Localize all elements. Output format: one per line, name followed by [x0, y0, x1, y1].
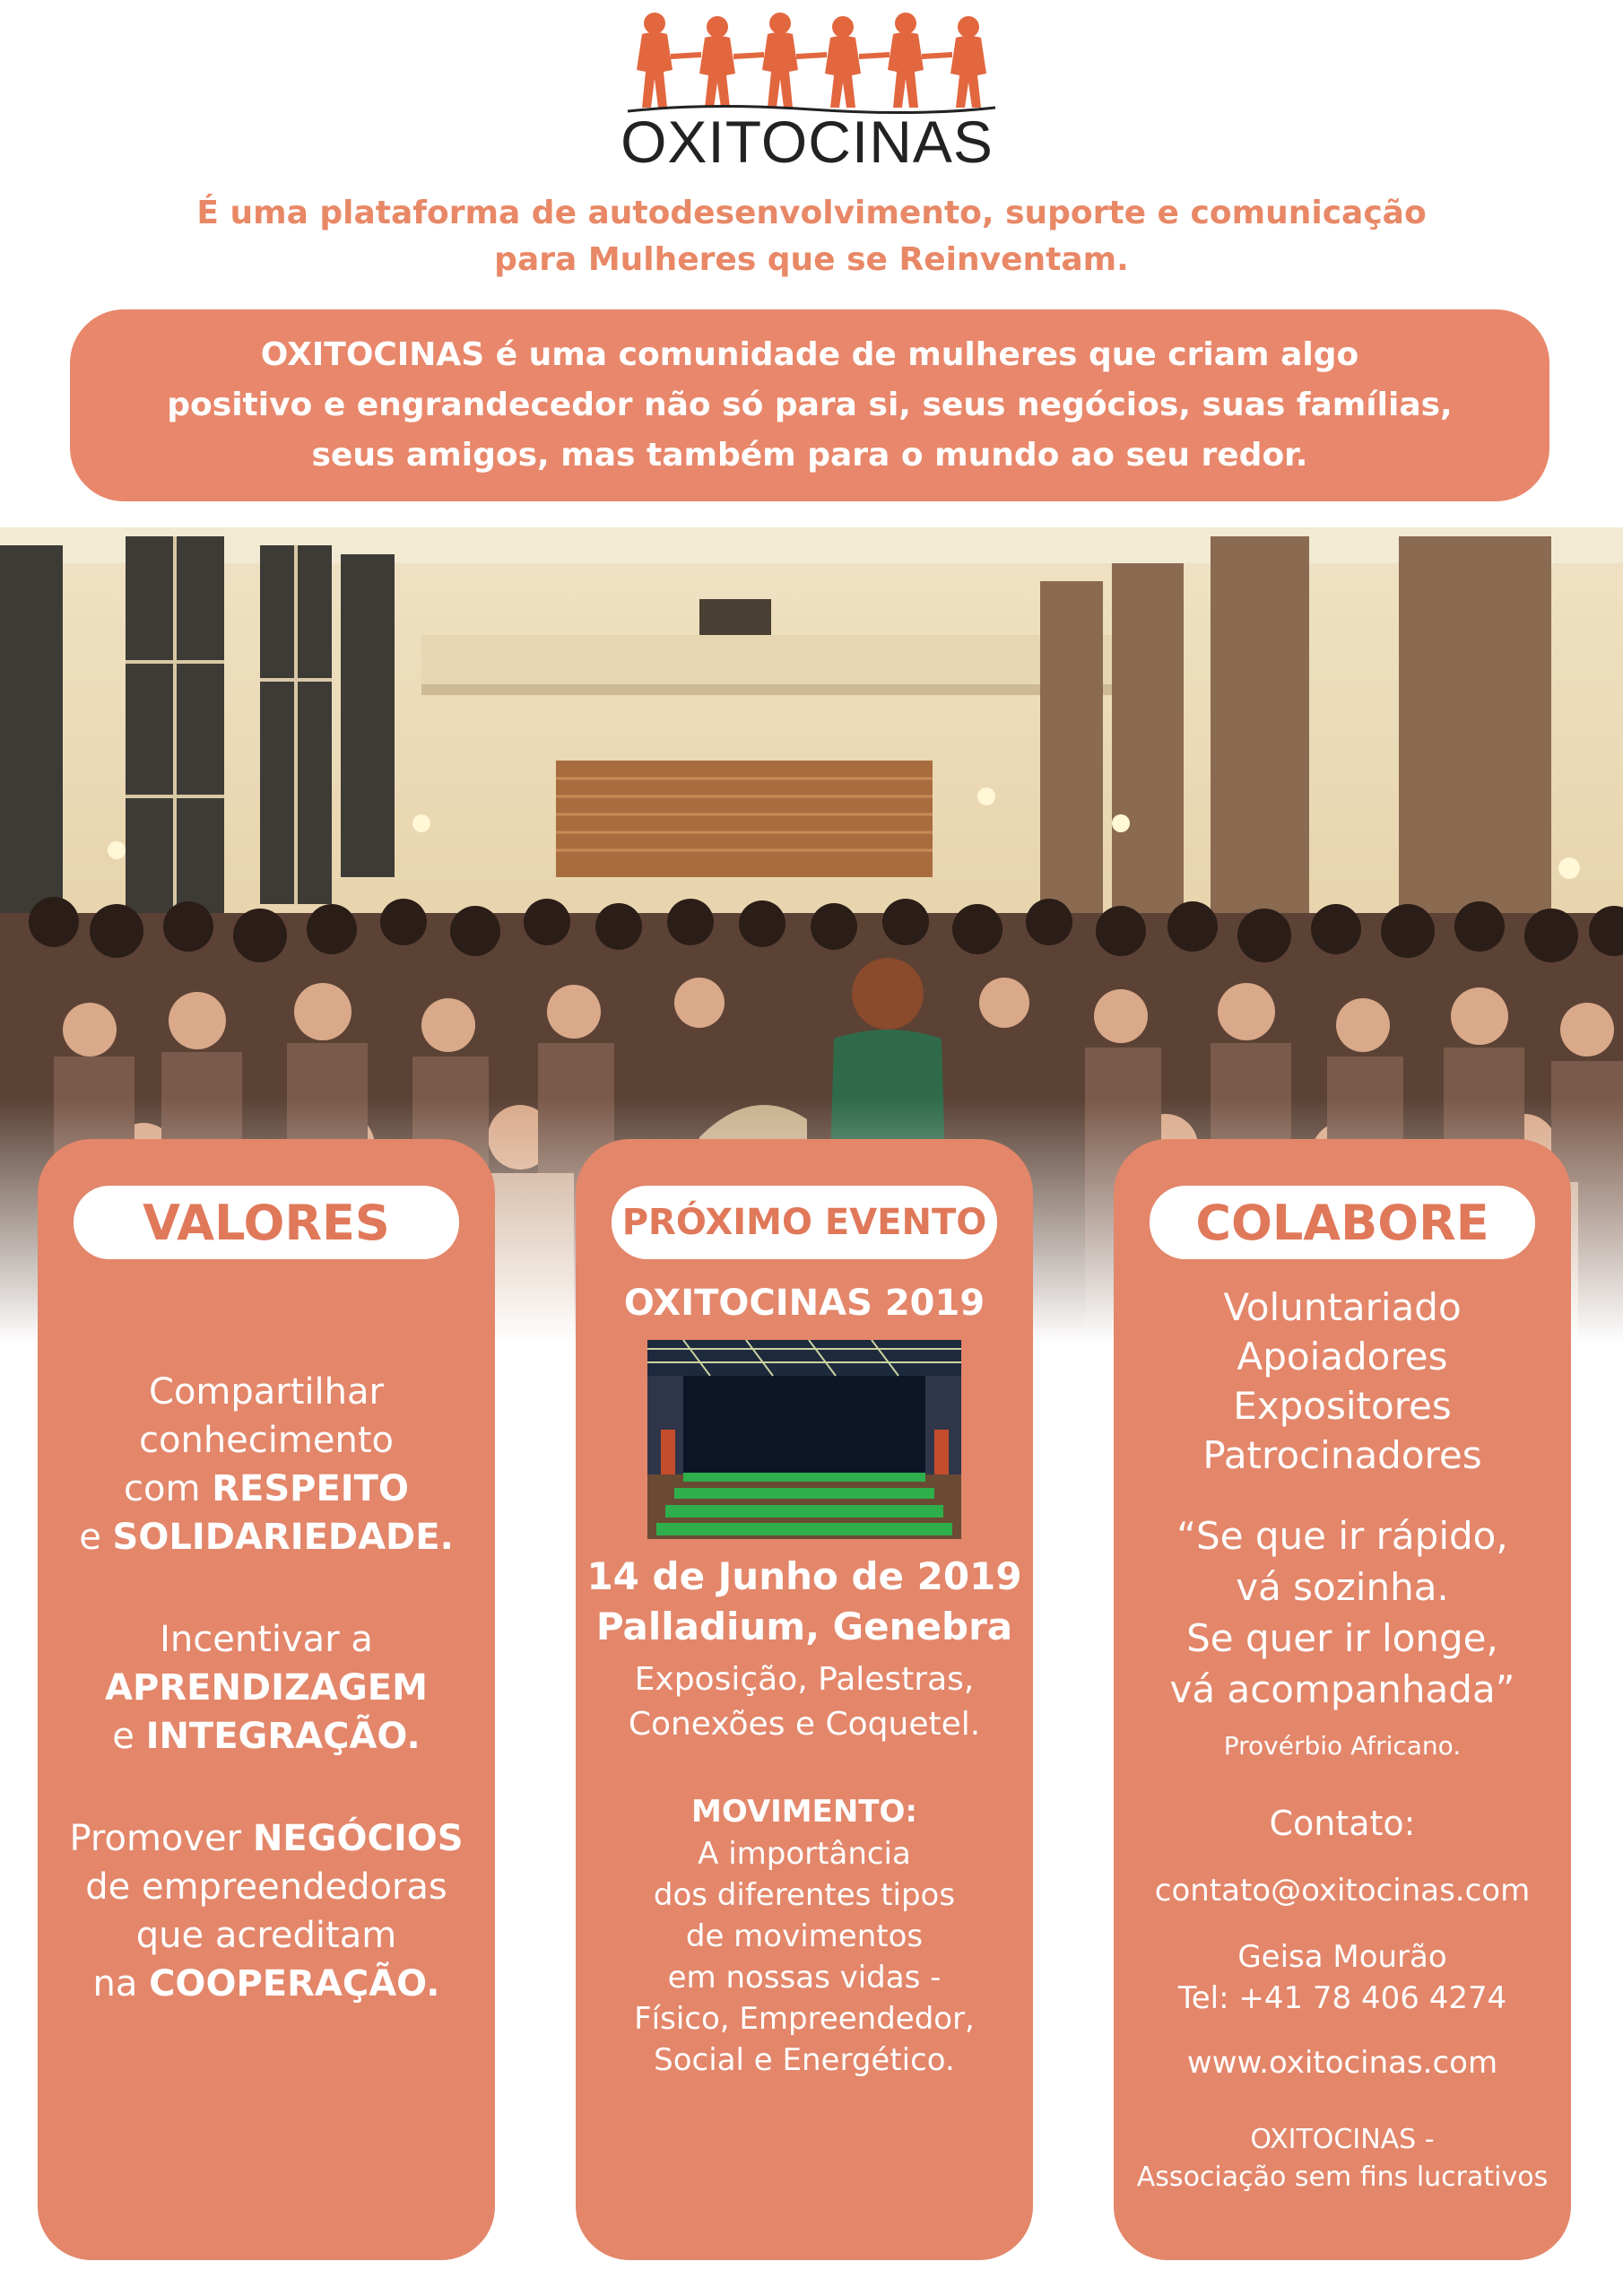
movimento-line: de movimentos — [685, 1918, 924, 1954]
contact-heading: Contato: — [1269, 1804, 1416, 1843]
movimento-heading: MOVIMENTO: — [691, 1794, 917, 1830]
venue-photo — [647, 1340, 961, 1539]
valores-text: com RESPEITO — [124, 1468, 409, 1509]
movimento-line: em nossas vidas - — [667, 1960, 942, 1996]
intro-box — [70, 309, 1549, 501]
valores-text: e SOLIDARIEDADE. — [79, 1517, 454, 1558]
woman-figure-icon — [950, 16, 986, 108]
valores-text: que acreditam — [135, 1915, 397, 1956]
footer-line: OXITOCINAS - — [1250, 2124, 1435, 2155]
valores-paragraph — [38, 1368, 495, 1561]
quote — [1114, 1510, 1571, 1715]
valores-text: Incentivar a — [160, 1619, 373, 1660]
colabore-item: Voluntariado — [1223, 1285, 1462, 1329]
valores-text: Promover NEGÓCIOS — [69, 1818, 464, 1859]
woman-figure-icon — [699, 16, 735, 108]
valores-text: de empreendedoras — [85, 1866, 447, 1908]
woman-figure-icon — [637, 13, 673, 108]
tagline-line: É uma plataforma de autodesenvolvimento, suporte e comunicação — [196, 195, 1427, 231]
woman-figure-icon — [762, 13, 798, 108]
evento-heading: PRÓXIMO EVENTO — [612, 1186, 997, 1259]
movimento-text — [576, 1833, 1033, 2081]
valores-heading: VALORES — [74, 1186, 459, 1259]
valores-text: APRENDIZAGEM — [105, 1667, 428, 1709]
intro-line: seus amigos, mas também para o mundo ao seu redor. — [311, 437, 1308, 474]
contact-phone[interactable]: Tel: +41 78 406 4274 — [1177, 1980, 1507, 2016]
quote-source: Provérbio Africano. — [1223, 1731, 1462, 1761]
event-title: OXITOCINAS 2019 — [623, 1283, 985, 1324]
footer-line: Associação sem fins lucrativos — [1136, 2161, 1549, 2193]
intro-line: positivo e engrandecedor não só para si, seus negócios, suas famílias, — [167, 387, 1453, 423]
quote-line: “Se que ir rápido, — [1176, 1514, 1508, 1558]
event-date: 14 de Junho de 2019 — [586, 1554, 1022, 1598]
movimento-line: Social e Energético. — [654, 2042, 955, 2078]
movimento-line: A importância — [698, 1836, 911, 1872]
contact-email[interactable]: contato@oxitocinas.com — [1154, 1873, 1531, 1909]
colabore-item: Patrocinadores — [1202, 1433, 1482, 1477]
colabore-item: Expositores — [1233, 1384, 1452, 1428]
valores-text: e INTEGRAÇÃO. — [112, 1716, 421, 1757]
tagline — [108, 190, 1515, 283]
valores-text: conhecimento — [139, 1420, 394, 1461]
woman-figure-icon — [888, 13, 924, 108]
valores-paragraph — [38, 1814, 495, 2008]
quote-line: Se quer ir longe, — [1186, 1616, 1498, 1660]
event-description-line: Exposição, Palestras, — [634, 1661, 975, 1698]
movimento-line: dos diferentes tipos — [653, 1877, 956, 1913]
logo-wordmark: OXITOCINAS — [621, 109, 994, 175]
valores-text: na COOPERAÇÃO. — [92, 1963, 440, 2005]
contact-person: Geisa Mourão — [1237, 1939, 1447, 1975]
colabore-list — [1114, 1283, 1571, 1480]
event-place: Palladium, Genebra — [595, 1605, 1013, 1648]
valores-text: Compartilhar — [149, 1371, 384, 1413]
contact-website[interactable]: www.oxitocinas.com — [1186, 2045, 1498, 2081]
colabore-item: Apoiadores — [1237, 1335, 1448, 1378]
event-description — [576, 1657, 1033, 1747]
quote-line: vá sozinha. — [1236, 1565, 1449, 1609]
movimento-line: Físico, Empreendedor, — [634, 2001, 975, 2037]
event-description-line: Conexões e Coquetel. — [628, 1706, 981, 1743]
woman-figure-icon — [825, 16, 861, 108]
evento-card — [576, 1139, 1033, 2260]
valores-card — [38, 1139, 495, 2260]
intro-line: OXITOCINAS é uma comunidade de mulheres que criam algo — [260, 336, 1359, 373]
quote-line: vá acompanhada” — [1169, 1667, 1515, 1711]
tagline-line: para Mulheres que se Reinventam. — [494, 241, 1129, 278]
colabore-card — [1114, 1139, 1571, 2260]
valores-paragraph — [38, 1615, 495, 1761]
colabore-heading: COLABORE — [1150, 1186, 1535, 1259]
